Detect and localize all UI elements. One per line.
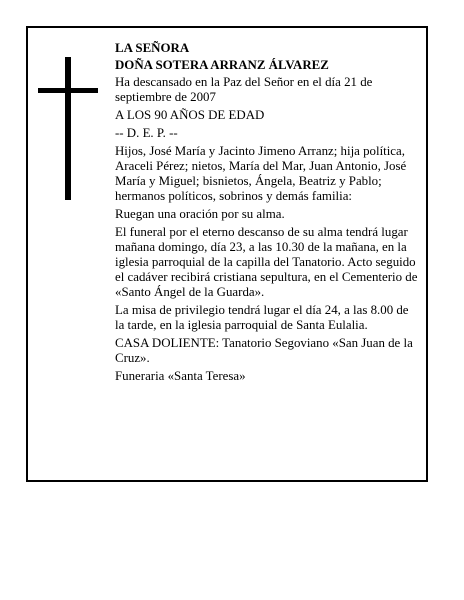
family-list: Hijos, José María y Jacinto Jimeno Arranz; hija política, Araceli Pérez; nietos, María del Mar, Juan Antonio, José María y Miguel; bisnietos, Ángela, Beatriz y Pablo; hermanos políticos, sobrinos y demás familia: (115, 144, 407, 203)
deceased-name: DOÑA SOTERA ARRANZ ÁLVAREZ (115, 58, 329, 72)
mourning-home: CASA DOLIENTE: Tanatorio Segoviano «San Juan de la Cruz». (115, 336, 413, 365)
cross-icon (38, 57, 98, 200)
deceased-title: LA SEÑORA (115, 41, 190, 55)
rested-statement: Ha descansado en la Paz del Señor en el día 21 de septiembre de 2007 (115, 75, 373, 104)
funeral-home: Funeraria «Santa Teresa» (115, 369, 246, 383)
age-statement: A LOS 90 AÑOS DE EDAD (115, 108, 265, 122)
prayer-request: Ruegan una oración por su alma. (115, 207, 285, 221)
funeral-details: El funeral por el eterno descanso de su alma tendrá lugar mañana domingo, día 23, a las 10.30 de la mañana, en la iglesia parroquial de la capilla del Tanatorio. Acto seguido el cadáver recibirá cristiana sepultura, en el Cementerio de «Santo Ángel de la Guarda». (115, 225, 418, 299)
cross-horizontal-bar (38, 88, 98, 93)
rip-line: -- D. E. P. -- (115, 126, 178, 140)
cross-vertical-bar (65, 57, 71, 200)
mass-details: La misa de privilegio tendrá lugar el día 24, a las 8.00 de la tarde, en la iglesia parroquial de Santa Eulalia. (115, 303, 409, 332)
notice-text (115, 41, 421, 387)
obituary-notice (26, 26, 428, 482)
